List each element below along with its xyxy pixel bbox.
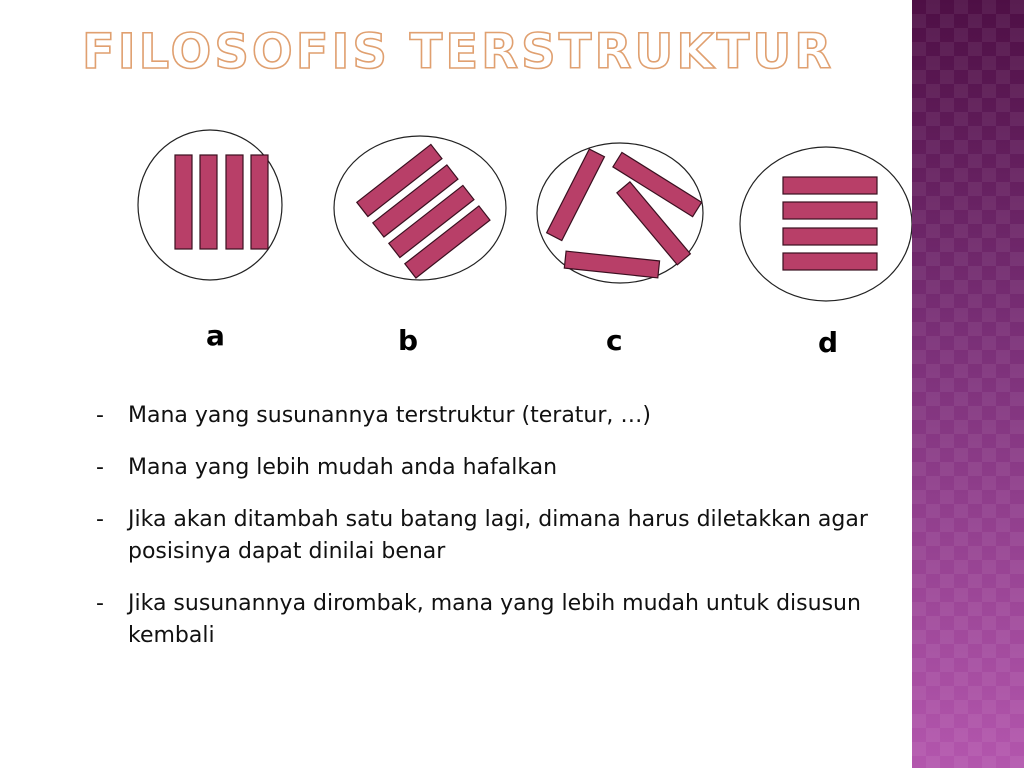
bullet-dash: - <box>96 403 104 428</box>
figure-c <box>537 143 703 283</box>
figure-d-bar <box>783 177 877 194</box>
figure-d-bar <box>783 202 877 219</box>
figure-d <box>740 147 912 301</box>
question-text: Jika akan ditambah satu batang lagi, dimana harus diletakkan agar posisinya dapat dinilai benar <box>128 507 868 564</box>
figure-a <box>138 130 282 280</box>
arrangement-figure <box>0 0 912 380</box>
question-text: Mana yang lebih mudah anda hafalkan <box>128 455 558 480</box>
figure-d-bar <box>783 228 877 245</box>
figure-a-bar <box>175 155 192 249</box>
figure-label-a: a <box>206 319 225 352</box>
bullet-dash: - <box>96 591 104 616</box>
question-text: Mana yang susunannya terstruktur (teratur, …) <box>128 403 651 428</box>
decorative-side-panel <box>912 0 1024 768</box>
figure-d-circle <box>740 147 912 301</box>
figure-a-bar <box>200 155 217 249</box>
bullet-dash: - <box>96 507 104 532</box>
figure-label-b: b <box>398 324 419 357</box>
bullet-dash: - <box>96 455 104 480</box>
figure-label-d: d <box>818 326 839 359</box>
question-item <box>96 452 886 484</box>
figure-d-bar <box>783 253 877 270</box>
slide-title: FILOSOFIS TERSTRUKTUR <box>82 24 835 80</box>
figure-b <box>334 136 506 280</box>
question-item <box>96 504 886 568</box>
figure-a-bar <box>226 155 243 249</box>
figure-label-c: c <box>606 324 623 357</box>
figure-a-bar <box>251 155 268 249</box>
question-list <box>96 400 886 672</box>
question-item <box>96 588 886 652</box>
question-text: Jika susunannya dirombak, mana yang lebih mudah untuk disusun kembali <box>128 591 861 648</box>
question-item <box>96 400 886 432</box>
